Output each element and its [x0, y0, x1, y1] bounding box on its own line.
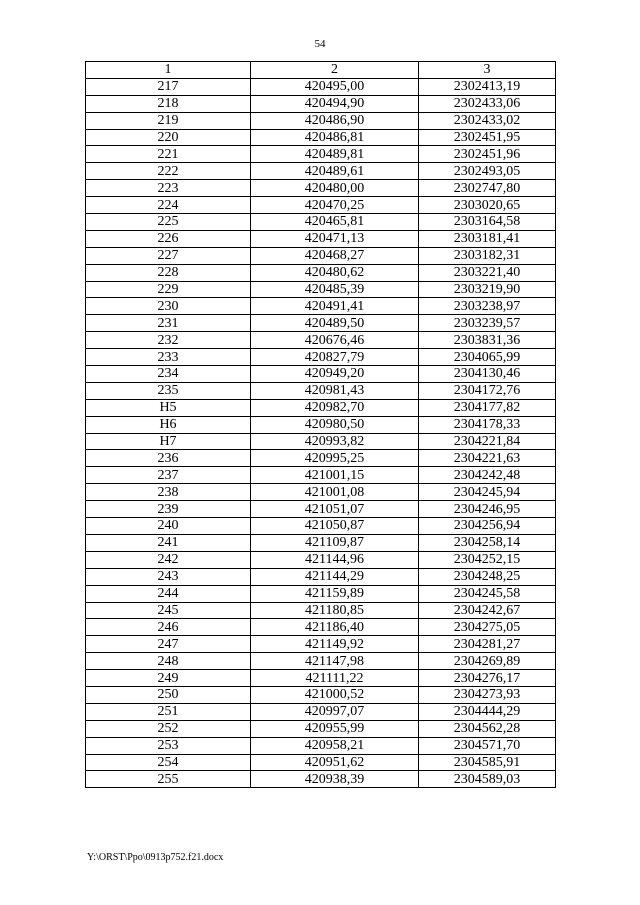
cell-x-coordinate: 421159,89: [251, 585, 419, 602]
cell-x-coordinate: 420491,41: [251, 298, 419, 315]
table-row: [86, 95, 556, 112]
cell-y-coordinate: 2304444,29: [419, 703, 556, 720]
cell-point-number: 251: [86, 703, 251, 720]
table-row: [86, 433, 556, 450]
table-row: [86, 78, 556, 95]
cell-y-coordinate: 2302747,80: [419, 180, 556, 197]
cell-x-coordinate: 421000,52: [251, 686, 419, 703]
cell-point-number: Н5: [86, 399, 251, 416]
table-row: [86, 332, 556, 349]
cell-x-coordinate: 420489,61: [251, 163, 419, 180]
cell-y-coordinate: 2304065,99: [419, 349, 556, 366]
cell-x-coordinate: 420465,81: [251, 214, 419, 231]
cell-x-coordinate: 420489,50: [251, 315, 419, 332]
cell-point-number: 218: [86, 95, 251, 112]
table-row: [86, 298, 556, 315]
cell-point-number: 227: [86, 247, 251, 264]
cell-y-coordinate: 2302493,05: [419, 163, 556, 180]
cell-x-coordinate: 420958,21: [251, 737, 419, 754]
cell-x-coordinate: 420676,46: [251, 332, 419, 349]
table-row: [86, 551, 556, 568]
table-row: [86, 636, 556, 653]
cell-x-coordinate: 421050,87: [251, 518, 419, 535]
cell-y-coordinate: 2302433,02: [419, 112, 556, 129]
cell-x-coordinate: 420997,07: [251, 703, 419, 720]
table-row: [86, 720, 556, 737]
cell-x-coordinate: 421144,29: [251, 568, 419, 585]
table-row: [86, 416, 556, 433]
cell-y-coordinate: 2302451,96: [419, 146, 556, 163]
table-row: [86, 703, 556, 720]
cell-point-number: 231: [86, 315, 251, 332]
cell-point-number: 221: [86, 146, 251, 163]
cell-x-coordinate: 421111,22: [251, 670, 419, 687]
cell-x-coordinate: 420827,79: [251, 349, 419, 366]
cell-point-number: 225: [86, 214, 251, 231]
cell-y-coordinate: 2304246,95: [419, 501, 556, 518]
cell-point-number: 232: [86, 332, 251, 349]
cell-y-coordinate: 2302451,95: [419, 129, 556, 146]
cell-y-coordinate: 2304585,91: [419, 754, 556, 771]
cell-point-number: 229: [86, 281, 251, 298]
cell-point-number: 249: [86, 670, 251, 687]
cell-point-number: 245: [86, 602, 251, 619]
table-row: [86, 163, 556, 180]
cell-x-coordinate: 420480,00: [251, 180, 419, 197]
cell-point-number: 220: [86, 129, 251, 146]
cell-x-coordinate: 421001,15: [251, 467, 419, 484]
table-row: [86, 197, 556, 214]
cell-point-number: 242: [86, 551, 251, 568]
cell-x-coordinate: 420951,62: [251, 754, 419, 771]
cell-y-coordinate: 2303831,36: [419, 332, 556, 349]
cell-x-coordinate: 421109,87: [251, 534, 419, 551]
cell-x-coordinate: 421186,40: [251, 619, 419, 636]
cell-point-number: 235: [86, 382, 251, 399]
cell-point-number: 230: [86, 298, 251, 315]
cell-point-number: 239: [86, 501, 251, 518]
table-row: [86, 771, 556, 788]
cell-x-coordinate: 420949,20: [251, 366, 419, 383]
cell-y-coordinate: 2304242,67: [419, 602, 556, 619]
cell-x-coordinate: 420480,62: [251, 264, 419, 281]
cell-point-number: 226: [86, 230, 251, 247]
table-header: [86, 62, 556, 79]
cell-point-number: 223: [86, 180, 251, 197]
cell-x-coordinate: 420485,39: [251, 281, 419, 298]
table-row: [86, 450, 556, 467]
cell-y-coordinate: 2302413,19: [419, 78, 556, 95]
header-col-2: 2: [251, 62, 419, 79]
cell-y-coordinate: 2304258,14: [419, 534, 556, 551]
header-col-3: 3: [419, 62, 556, 79]
cell-x-coordinate: 420470,25: [251, 197, 419, 214]
cell-point-number: 248: [86, 653, 251, 670]
cell-y-coordinate: 2304589,03: [419, 771, 556, 788]
cell-x-coordinate: 421144,96: [251, 551, 419, 568]
cell-y-coordinate: 2303164,58: [419, 214, 556, 231]
table-row: [86, 129, 556, 146]
table-row: [86, 670, 556, 687]
cell-y-coordinate: 2304252,15: [419, 551, 556, 568]
cell-x-coordinate: 421149,92: [251, 636, 419, 653]
cell-point-number: 228: [86, 264, 251, 281]
cell-point-number: 237: [86, 467, 251, 484]
cell-x-coordinate: 420486,90: [251, 112, 419, 129]
cell-point-number: 243: [86, 568, 251, 585]
cell-point-number: 253: [86, 737, 251, 754]
cell-y-coordinate: 2303239,57: [419, 315, 556, 332]
cell-y-coordinate: 2304273,93: [419, 686, 556, 703]
table-row: [86, 264, 556, 281]
cell-x-coordinate: 421001,08: [251, 484, 419, 501]
table-row: [86, 754, 556, 771]
cell-y-coordinate: 2304172,76: [419, 382, 556, 399]
cell-y-coordinate: 2304571,70: [419, 737, 556, 754]
table-row: [86, 653, 556, 670]
table-row: [86, 518, 556, 535]
table-row: [86, 230, 556, 247]
cell-x-coordinate: 420495,00: [251, 78, 419, 95]
cell-point-number: 252: [86, 720, 251, 737]
cell-point-number: 255: [86, 771, 251, 788]
cell-point-number: Н7: [86, 433, 251, 450]
page-number: 54: [314, 38, 326, 50]
cell-point-number: 246: [86, 619, 251, 636]
cell-point-number: Н6: [86, 416, 251, 433]
table-row: [86, 467, 556, 484]
cell-y-coordinate: 2304281,27: [419, 636, 556, 653]
cell-point-number: 254: [86, 754, 251, 771]
cell-point-number: 219: [86, 112, 251, 129]
cell-y-coordinate: 2304248,25: [419, 568, 556, 585]
coordinates-table: [85, 61, 556, 788]
table-row: [86, 315, 556, 332]
cell-y-coordinate: 2303182,31: [419, 247, 556, 264]
cell-point-number: 234: [86, 366, 251, 383]
cell-x-coordinate: 420981,43: [251, 382, 419, 399]
cell-y-coordinate: 2303020,65: [419, 197, 556, 214]
table-header-row: [86, 62, 556, 79]
cell-point-number: 238: [86, 484, 251, 501]
table-row: [86, 619, 556, 636]
cell-point-number: 233: [86, 349, 251, 366]
cell-x-coordinate: 421051,07: [251, 501, 419, 518]
cell-y-coordinate: 2303181,41: [419, 230, 556, 247]
cell-y-coordinate: 2303221,40: [419, 264, 556, 281]
cell-point-number: 244: [86, 585, 251, 602]
table-row: [86, 501, 556, 518]
cell-x-coordinate: 420486,81: [251, 129, 419, 146]
cell-point-number: 241: [86, 534, 251, 551]
cell-x-coordinate: 420489,81: [251, 146, 419, 163]
cell-point-number: 247: [86, 636, 251, 653]
cell-point-number: 217: [86, 78, 251, 95]
cell-x-coordinate: 420955,99: [251, 720, 419, 737]
table-row: [86, 382, 556, 399]
cell-y-coordinate: 2304275,05: [419, 619, 556, 636]
table-row: [86, 214, 556, 231]
cell-y-coordinate: 2304221,63: [419, 450, 556, 467]
table-row: [86, 602, 556, 619]
cell-x-coordinate: 421180,85: [251, 602, 419, 619]
cell-y-coordinate: 2304178,33: [419, 416, 556, 433]
table-row: [86, 585, 556, 602]
cell-y-coordinate: 2304130,46: [419, 366, 556, 383]
cell-y-coordinate: 2302433,06: [419, 95, 556, 112]
table-row: [86, 112, 556, 129]
cell-y-coordinate: 2304242,48: [419, 467, 556, 484]
cell-point-number: 240: [86, 518, 251, 535]
footer-file-path: Y:\ORST\Ppo\0913p752.f21.docx: [87, 852, 224, 863]
cell-x-coordinate: 420993,82: [251, 433, 419, 450]
cell-x-coordinate: 421147,98: [251, 653, 419, 670]
table-row: [86, 281, 556, 298]
cell-x-coordinate: 420995,25: [251, 450, 419, 467]
cell-y-coordinate: 2303238,97: [419, 298, 556, 315]
cell-y-coordinate: 2304245,94: [419, 484, 556, 501]
cell-point-number: 250: [86, 686, 251, 703]
table-row: [86, 484, 556, 501]
table-row: [86, 568, 556, 585]
cell-y-coordinate: 2304562,28: [419, 720, 556, 737]
cell-x-coordinate: 420494,90: [251, 95, 419, 112]
table-row: [86, 180, 556, 197]
cell-x-coordinate: 420468,27: [251, 247, 419, 264]
cell-x-coordinate: 420982,70: [251, 399, 419, 416]
table-row: [86, 737, 556, 754]
cell-x-coordinate: 420938,39: [251, 771, 419, 788]
table-row: [86, 349, 556, 366]
table-row: [86, 146, 556, 163]
table-row: [86, 247, 556, 264]
cell-x-coordinate: 420471,13: [251, 230, 419, 247]
cell-point-number: 222: [86, 163, 251, 180]
cell-point-number: 224: [86, 197, 251, 214]
cell-y-coordinate: 2304269,89: [419, 653, 556, 670]
cell-y-coordinate: 2303219,90: [419, 281, 556, 298]
table-row: [86, 686, 556, 703]
table-body: [86, 78, 556, 787]
cell-y-coordinate: 2304245,58: [419, 585, 556, 602]
cell-x-coordinate: 420980,50: [251, 416, 419, 433]
cell-point-number: 236: [86, 450, 251, 467]
header-col-1: 1: [86, 62, 251, 79]
cell-y-coordinate: 2304221,84: [419, 433, 556, 450]
cell-y-coordinate: 2304276,17: [419, 670, 556, 687]
cell-y-coordinate: 2304256,94: [419, 518, 556, 535]
table-row: [86, 366, 556, 383]
cell-y-coordinate: 2304177,82: [419, 399, 556, 416]
table-row: [86, 534, 556, 551]
table-row: [86, 399, 556, 416]
